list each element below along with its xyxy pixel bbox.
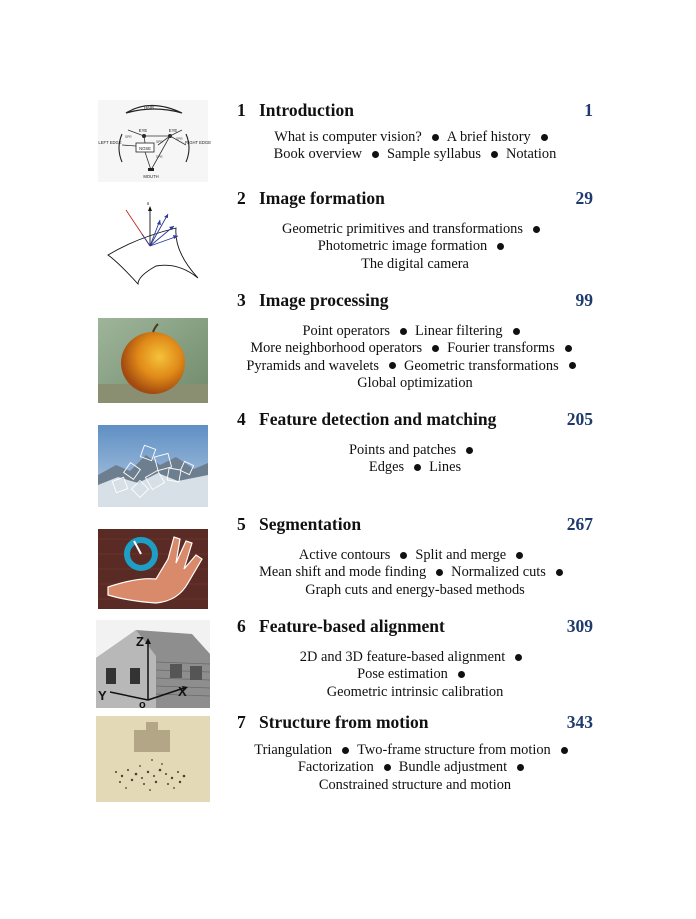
- topic: Geometric intrinsic calibration: [326, 683, 504, 700]
- face-label-nose: NOSE: [139, 146, 151, 151]
- point-cloud-icon: [96, 716, 210, 802]
- topic: Constrained structure and motion: [318, 776, 512, 793]
- bullet-icon: [436, 569, 443, 576]
- topic: Lines: [429, 459, 462, 476]
- chapter-number: 2: [237, 188, 246, 208]
- house-axes-icon: [96, 620, 210, 711]
- chapter-page-number: 99: [575, 290, 593, 310]
- topic-line: [237, 684, 593, 701]
- topic: Triangulation: [254, 742, 333, 758]
- chapter-title: Segmentation: [259, 514, 362, 534]
- bullet-icon: [342, 747, 349, 754]
- chapter-page-number: 29: [575, 188, 593, 208]
- topic-line: [237, 358, 593, 375]
- topic-line: [237, 238, 593, 255]
- face-label-eye-right: EYE: [168, 128, 178, 133]
- topic: What is computer vision?: [274, 129, 422, 145]
- bullet-icon: [414, 464, 421, 471]
- topic: Graph cuts and energy-based methods: [305, 581, 525, 598]
- svg-text:SPR: SPR: [156, 140, 163, 144]
- chapter-heading: [237, 616, 593, 636]
- chapter-heading: [237, 290, 593, 310]
- chapter-heading: [237, 188, 593, 208]
- chapter-number: 5: [237, 514, 246, 534]
- chapter-number: 4: [237, 409, 246, 429]
- svg-text:SPR: SPR: [156, 155, 163, 159]
- bullet-icon: [497, 243, 504, 250]
- chapter-title: Structure from motion: [259, 712, 429, 732]
- topic: Linear filtering: [415, 323, 503, 339]
- axis-label-z: Z: [136, 634, 144, 649]
- topic: Edges: [368, 459, 405, 476]
- topic: The digital camera: [361, 255, 469, 272]
- svg-text:SPR: SPR: [176, 137, 183, 141]
- topic-line: [237, 146, 593, 163]
- topic: Geometric transformations: [404, 357, 559, 374]
- chapter-number: 6: [237, 616, 246, 636]
- topic-line: [237, 323, 593, 340]
- chapter-title: Image formation: [259, 188, 385, 208]
- topic: Split and merge: [415, 547, 507, 563]
- face-diagram-icon: [98, 100, 211, 182]
- chapter-page-number: 309: [566, 616, 593, 636]
- chapter-title: Feature detection and matching: [259, 409, 497, 429]
- bullet-icon: [400, 552, 407, 559]
- topic-line: [237, 375, 593, 392]
- bullet-icon: [389, 362, 396, 369]
- bullet-icon: [517, 764, 524, 771]
- topic: Geometric primitives and transformations: [282, 221, 523, 237]
- chapter-topics: [237, 323, 593, 392]
- topic: Two-frame structure from motion: [357, 742, 551, 758]
- topic: A brief history: [446, 129, 531, 145]
- bullet-icon: [384, 764, 391, 771]
- topic: Points and patches: [348, 442, 457, 458]
- bullet-icon: [513, 328, 520, 335]
- chapter-topics: [237, 221, 593, 273]
- mountain-features-icon: [98, 425, 208, 507]
- topic: Factorization: [297, 759, 374, 776]
- chapter-heading: [237, 409, 593, 429]
- chapter-page-number: 267: [566, 514, 593, 534]
- bullet-icon: [561, 747, 568, 754]
- topic: Mean shift and mode finding: [259, 564, 427, 581]
- face-label-right-edge: RIGHT EDGE: [185, 140, 211, 145]
- bullet-icon: [569, 362, 576, 369]
- bullet-icon: [432, 345, 439, 352]
- bullet-icon: [400, 328, 407, 335]
- topic-line: [237, 582, 593, 599]
- face-label-mouth: MOUTH: [143, 174, 159, 179]
- chapter-heading: [237, 514, 593, 534]
- topic: Global optimization: [357, 374, 473, 391]
- surface-normal-diagram-icon: [98, 200, 208, 288]
- chapter-title: Feature-based alignment: [259, 616, 445, 636]
- topic: Book overview: [273, 146, 362, 163]
- face-label-left-edge: LEFT EDGE: [98, 140, 122, 145]
- chapter-page-number: 343: [566, 712, 593, 732]
- bullet-icon: [466, 447, 473, 454]
- bullet-icon: [565, 345, 572, 352]
- topic-line: [237, 459, 593, 476]
- topic-line: [237, 759, 593, 776]
- face-label-hair: HAIR: [143, 105, 155, 110]
- bullet-icon: [458, 671, 465, 678]
- bullet-icon: [533, 226, 540, 233]
- topic: Bundle adjustment: [398, 759, 508, 776]
- bullet-icon: [556, 569, 563, 576]
- chapter-number: 1: [237, 100, 246, 120]
- axis-label-x: X: [178, 684, 187, 699]
- topic: Pyramids and wavelets: [246, 357, 380, 374]
- topic-line: [237, 649, 593, 666]
- topic: More neighborhood operators: [250, 340, 423, 357]
- topic-line: [237, 442, 593, 459]
- chapter-number: 7: [237, 712, 246, 732]
- topic: Point operators: [302, 323, 391, 339]
- chapter-title: Image processing: [259, 290, 389, 310]
- axis-label-y: Y: [98, 688, 107, 703]
- bullet-icon: [372, 151, 379, 158]
- axis-label-origin: o: [139, 699, 146, 711]
- apple-photo-icon: [98, 318, 208, 403]
- topic-line: [237, 547, 593, 564]
- topic-line: [237, 256, 593, 273]
- hand-segmentation-icon: [98, 529, 208, 609]
- topic: Active contours: [298, 547, 391, 563]
- chapter-heading: [237, 712, 593, 732]
- topic: Sample syllabus: [387, 146, 481, 163]
- chapter-topics: [237, 442, 593, 477]
- normal-label: n: [146, 202, 150, 207]
- bullet-icon: [515, 654, 522, 661]
- topic-line: [237, 340, 593, 357]
- chapter-topics: [237, 742, 593, 794]
- bullet-icon: [432, 134, 439, 141]
- topic-line: [237, 742, 593, 759]
- chapter-page-number: 1: [584, 100, 593, 120]
- svg-text:SPR: SPR: [125, 135, 132, 139]
- chapter-page-number: 205: [566, 409, 593, 429]
- face-label-eye-left: EYE: [138, 128, 148, 133]
- chapter-topics: [237, 129, 593, 164]
- topic-line: [237, 564, 593, 581]
- topic-line: [237, 221, 593, 238]
- topic: Fourier transforms: [447, 340, 555, 357]
- chapter-topics: [237, 649, 593, 701]
- topic: Photometric image formation: [317, 238, 488, 255]
- chapter-topics: [237, 547, 593, 599]
- topic: Normalized cuts: [451, 564, 546, 581]
- topic-line: [237, 129, 593, 146]
- chapter-title: Introduction: [259, 100, 354, 120]
- bullet-icon: [516, 552, 523, 559]
- topic: 2D and 3D feature-based alignment: [299, 649, 506, 665]
- chapter-number: 3: [237, 290, 246, 310]
- topic: Notation: [505, 146, 557, 163]
- topic-line: [237, 666, 593, 683]
- topic: Pose estimation: [357, 666, 448, 683]
- chapter-heading: [237, 100, 593, 120]
- topic-line: [237, 777, 593, 794]
- bullet-icon: [491, 151, 498, 158]
- bullet-icon: [541, 134, 548, 141]
